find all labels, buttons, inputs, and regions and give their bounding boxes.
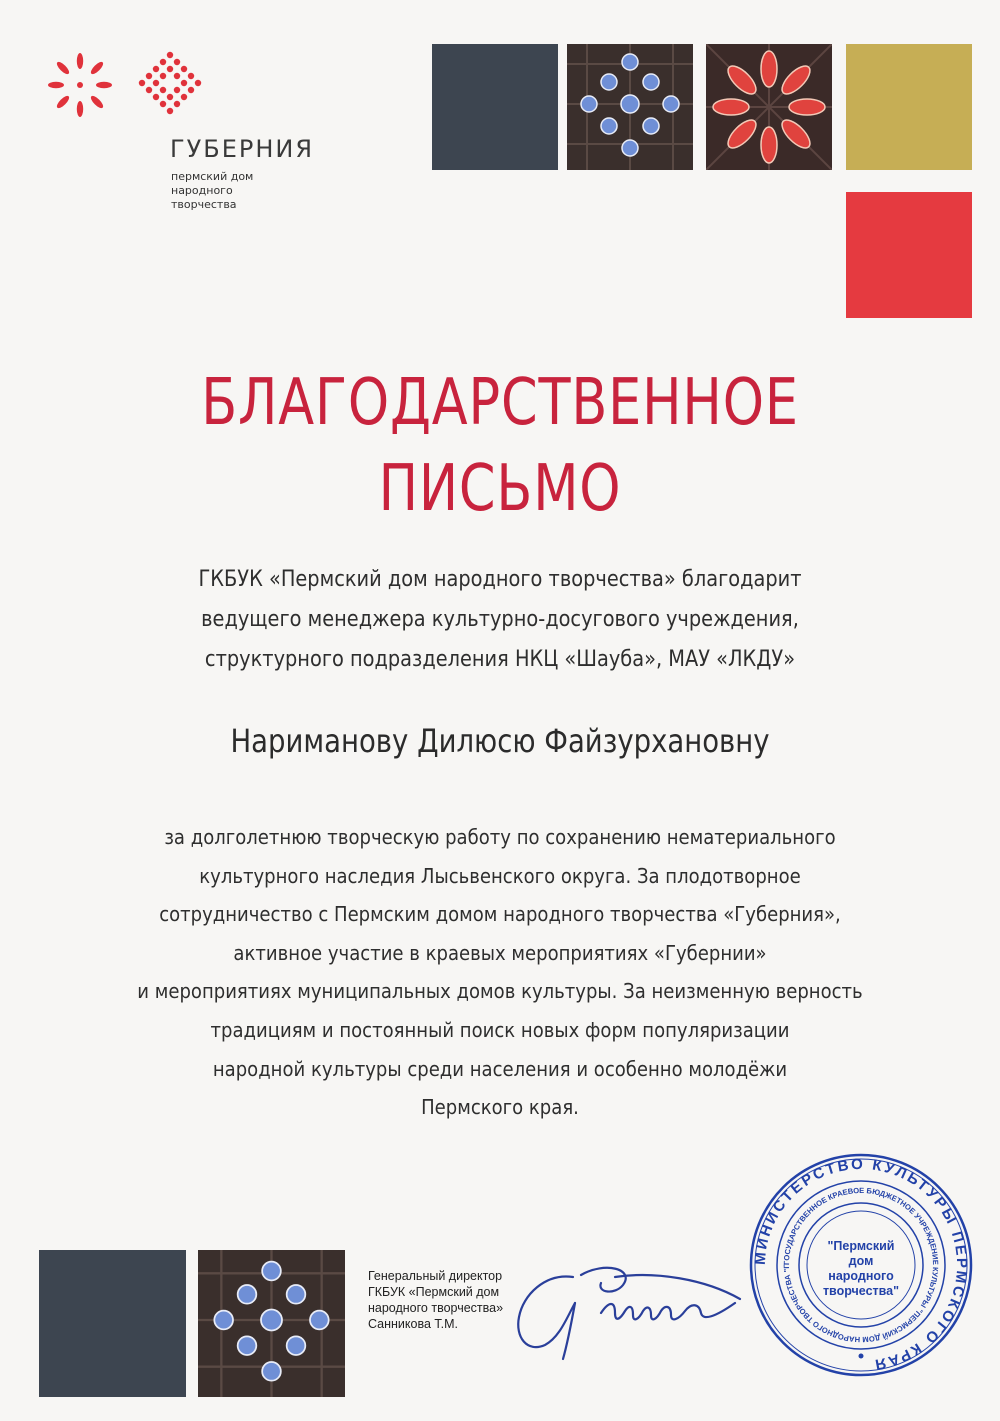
title-line: ПИСЬМО: [378, 452, 622, 526]
logo-subtitle: [171, 170, 291, 212]
logo-title: ГУБЕРНИЯ: [170, 135, 315, 163]
blue-flower-pattern-tile: [198, 1250, 345, 1397]
stamp-inner-ring-text: ГОСУДАРСТВЕННОЕ КРАЕВОЕ БЮДЖЕТНОЕ УЧРЕЖДЕНИЕ КУЛЬТУРЫ "ПЕРМСКИЙ ДОМ НАРОДНОГО ТВОРЧЕСТВА "Г: [781, 1185, 941, 1345]
reason-line: за долголетнюю творческую работу по сохранению нематериального: [164, 825, 836, 849]
gold-tile: [846, 44, 972, 170]
stamp-outer-ring-text: МИНИСТЕРСТВО КУЛЬТУРЫ ПЕРМСКОГО КРАЯ: [751, 1155, 971, 1374]
reason-paragraph: [130, 818, 869, 1127]
intro-paragraph: [130, 560, 869, 680]
logo-subtitle-line: творчества: [171, 198, 237, 211]
reason-line: культурного наследия Лысьвенского округа. За плодотворное: [199, 863, 801, 888]
slate-tile: [39, 1250, 186, 1397]
director-line: ГКБУК «Пермский дом: [368, 1285, 500, 1299]
recipient-name: Нариманову Дилюсю Файзурхановну: [230, 722, 770, 760]
reason-line: сотрудничество с Пермским домом народного творчества «Губерния»,: [159, 902, 841, 927]
reason-line: Пермского края.: [421, 1095, 579, 1120]
stamp-center-text: [810, 1239, 912, 1299]
logo-emblem-icon: [40, 45, 300, 135]
reason-line: активное участие в краевых мероприятиях «Губернии»: [233, 940, 767, 965]
stamp-center-line: народного: [828, 1269, 894, 1283]
director-line: народного творчества»: [368, 1301, 504, 1315]
intro-line: структурного подразделения НКЦ «Шауба», МАУ «ЛКДУ»: [204, 647, 796, 672]
logo-subtitle-line: народного: [171, 184, 233, 197]
reason-line: и мероприятиях муниципальных домов культуры. За неизменную верность: [137, 979, 863, 1004]
logo-subtitle-line: пермский дом: [171, 170, 254, 183]
reason-line: народной культуры среди населения и особенно молодёжи: [212, 1056, 788, 1081]
letter-title: [90, 360, 910, 532]
title-line: БЛАГОДАРСТВЕННОЕ: [201, 366, 799, 440]
slate-tile: [432, 44, 558, 170]
blue-flower-pattern-tile: [567, 44, 693, 170]
intro-line: ведущего менеджера культурно-досугового учреждения,: [201, 607, 799, 632]
stamp-center-line: творчества": [822, 1284, 900, 1298]
signature-icon: [505, 1255, 755, 1365]
stamp-center-line: "Пермский: [827, 1239, 895, 1253]
stamp-center-line: дом: [848, 1254, 874, 1268]
intro-line: ГКБУК «Пермский дом народного творчества» благодарит: [198, 567, 802, 592]
official-stamp: [748, 1152, 974, 1378]
red-tile: [846, 192, 972, 318]
director-line: Санникова Т.М.: [368, 1317, 459, 1331]
red-petal-pattern-tile: [706, 44, 832, 170]
director-line: Генеральный директор: [368, 1269, 503, 1283]
gubernia-logo: [40, 45, 315, 215]
reason-line: традициям и постоянный поиск новых форм популяризации: [210, 1017, 790, 1042]
